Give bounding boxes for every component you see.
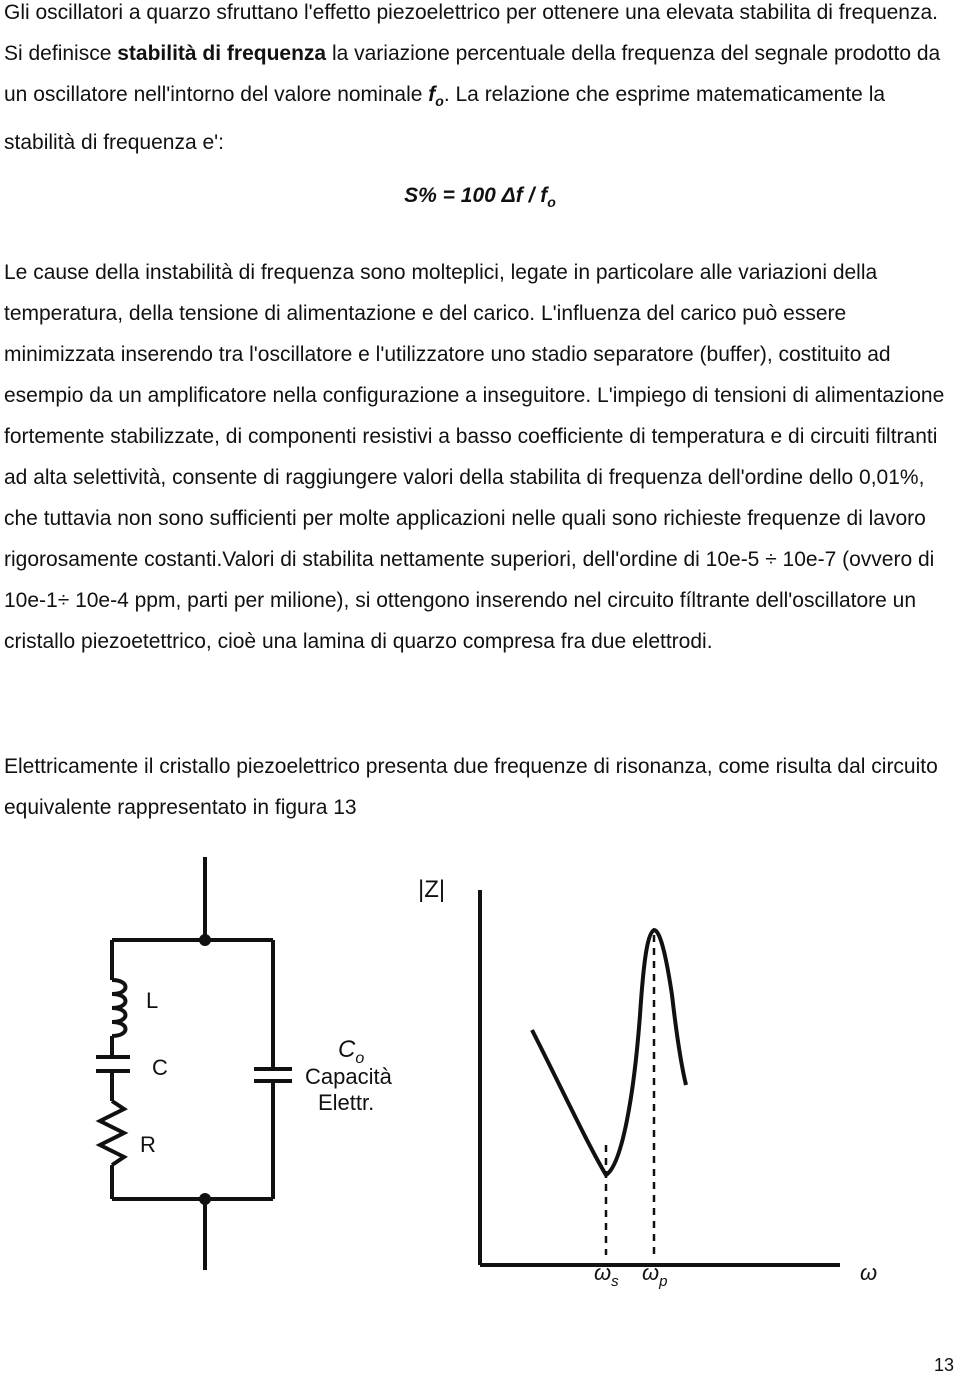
nominal-frequency-symbol: $f_o$ [428, 83, 444, 110]
label-capacita: Capacità [305, 1064, 392, 1089]
label-omega-p: $\omega_p$ [642, 1260, 668, 1290]
impedance-curve [532, 930, 686, 1175]
stability-formula: S% = 100 Δf / $f_o$ [404, 184, 556, 211]
label-omega: ω [860, 1260, 878, 1285]
label-co: $C_o$ [338, 1036, 365, 1067]
intro-text-2: la variazione percentuale della frequenza del segnale prodotto da un oscillatore nell'intorno del valore nominale [4, 42, 941, 106]
label-omega-s: $\omega_s$ [594, 1260, 619, 1290]
label-elettr: Elettr. [318, 1090, 375, 1115]
label-capacitance: C [152, 1055, 168, 1080]
resistor-icon [100, 1101, 124, 1165]
delta-symbol: Δ [501, 184, 516, 207]
page-number: 13 [933, 1355, 954, 1375]
impedance-graph [418, 876, 877, 1290]
paragraph-resonance: Elettricamente il cristallo piezoelettrico presenta due frequenze di risonanza, come risulta dal circuito equivalente rappresentato in figura 13 [4, 755, 938, 819]
circuit-labels [140, 988, 393, 1157]
label-inductance: L [146, 988, 159, 1013]
label-impedance-axis: |Z| [418, 876, 446, 903]
inductor-icon [112, 980, 126, 1036]
equivalent-circuit [96, 857, 292, 1270]
paragraph-instability: Le cause della instabilità di frequenza sono molteplici, legate in particolare alle variazioni della temperatura, della tensione di alimentazione e del carico. L'influenza del carico può essere minimizzata inserendo tra l'oscillatore e l'utilizzatore uno stadio separatore (buffer), costituito ad esempio da un amplificatore nella configurazione a inseguitore. L'impiego di tensioni di alimentazione fortemente stabilizzate, di componenti resistivi a basso coefficiente di temperatura e di circuiti filtranti ad alta selettività, consente di raggiungere valori della stabilita di frequenza dell'ordine dello 0,01%, che tuttavia non sono sufficienti per molte applicazioni nelle quali sono richieste frequenze di lavoro rigorosamente costanti.Valori di stabilita nettamente superiori, dell'ordine di 10e-5 ÷ 10e-7 (ovvero di 10e-1÷ 10e-4 ppm, parti per milione), si ottengono inserendo nel circuito fíltrante dell'oscillatore un cristallo piezoetettrico, cioè una lamina di quarzo compresa fra due elettrodi. [4, 261, 945, 653]
figure-13 [60, 845, 920, 1295]
intro-text-3: . La relazione che esprime matematicamente la stabilità di frequenza e': [4, 83, 886, 155]
intro-text-1: Gli oscillatori a quarzo sfruttano l'effetto piezoelettrico per ottenere una elevata stabilita di frequenza. Si definisce [4, 1, 938, 65]
term-frequency-stability: stabilità di frequenza [117, 42, 327, 65]
paragraph-intro [4, 0, 956, 163]
label-resistance: R [140, 1132, 156, 1157]
